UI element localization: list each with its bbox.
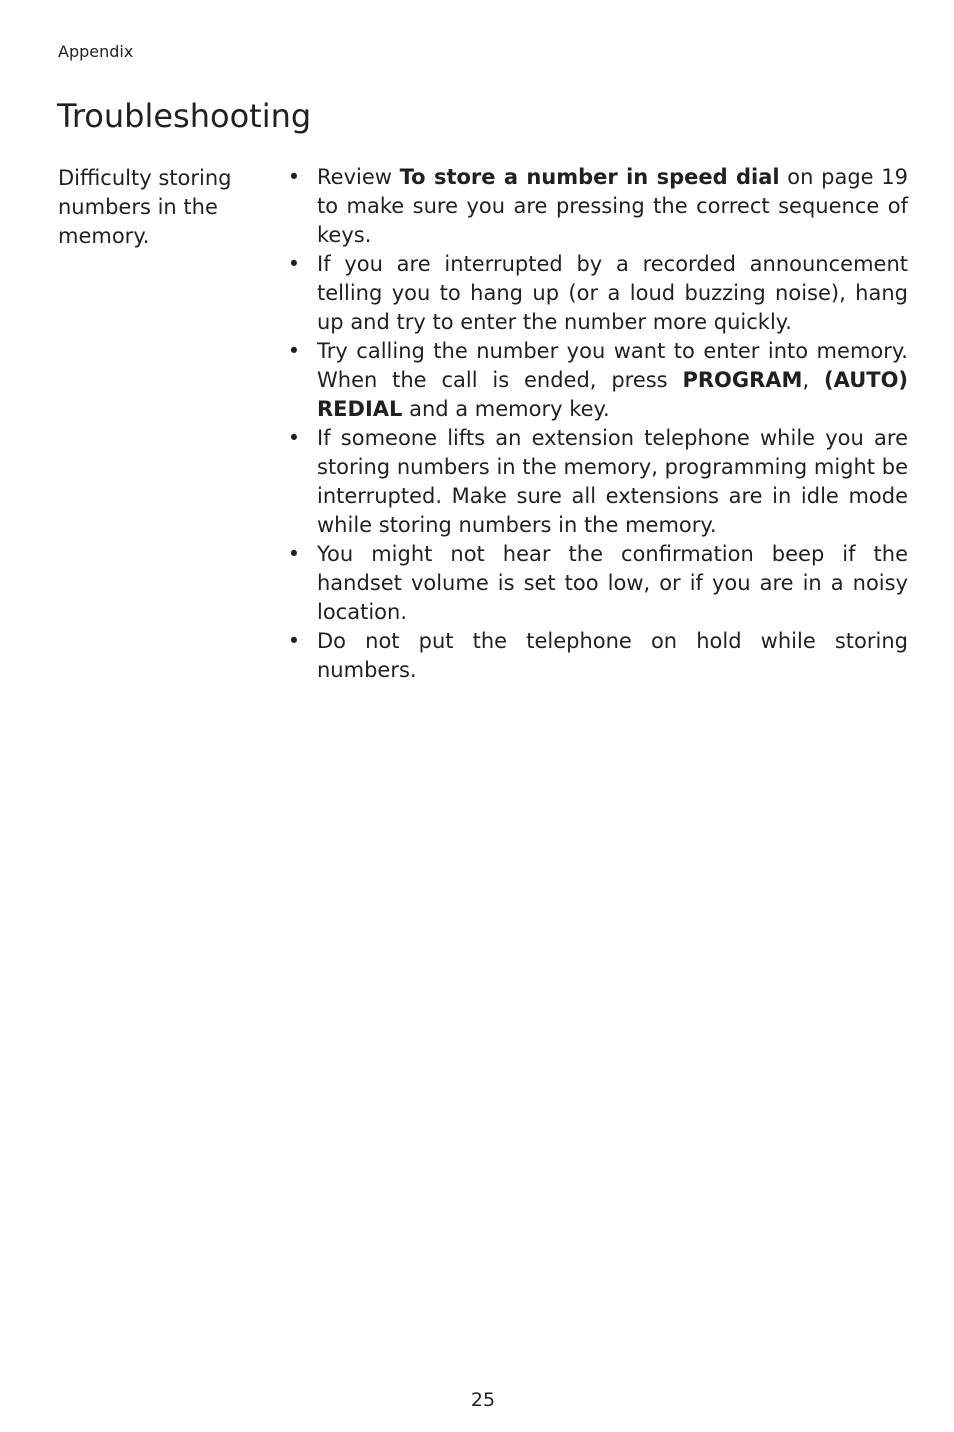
text-run: on page 19 to make sure you are pressing the correct sequence of keys. (317, 165, 909, 247)
emphasized-text: PROGRAM (682, 368, 803, 392)
bullet-icon: • (287, 252, 301, 276)
page-number: 25 (470, 1389, 496, 1411)
text-run: , (802, 368, 824, 392)
solution-item (287, 627, 908, 685)
solution-text (317, 339, 908, 421)
text-run: and a memory key. (402, 397, 610, 421)
solution-text (317, 542, 908, 624)
text-run: If you are interrupted by a recorded announcement telling you to hang up (or a loud buzzing noise), hang up and try to enter the number more quickly. (317, 252, 908, 334)
solution-item (287, 540, 908, 627)
solution-text (317, 629, 908, 682)
solution-text (317, 426, 908, 537)
text-run: You might not hear the confirmation beep if the handset volume is set too low, or if you are in a noisy location. (317, 542, 908, 624)
text-run: Do not put the telephone on hold while storing numbers. (317, 629, 908, 682)
bullet-icon: • (287, 165, 301, 189)
problem-description: Difficulty storing numbers in the memory. (58, 166, 232, 248)
solution-text (317, 165, 908, 247)
solution-item (287, 250, 908, 337)
text-run: Try calling the number you want to enter into memory. When the call is ended, press (317, 339, 908, 392)
bullet-icon: • (287, 542, 301, 566)
solution-text (317, 252, 908, 334)
text-run: Review (317, 165, 400, 189)
page-title: Troubleshooting (57, 97, 312, 135)
emphasized-text: (AUTO) REDIAL (317, 368, 909, 421)
text-run: If someone lifts an extension telephone while you are storing numbers in the memory, programming might be interrupted. Make sure all extensions are in idle mode while storing numbers in the memory. (317, 426, 908, 537)
bullet-icon: • (287, 426, 301, 450)
solutions-list (287, 163, 908, 685)
emphasized-text: To store a number in speed dial (399, 165, 780, 189)
solution-item (287, 337, 908, 424)
solution-item (287, 424, 908, 540)
solution-item (287, 163, 908, 250)
bullet-icon: • (287, 629, 301, 653)
bullet-icon: • (287, 339, 301, 363)
section-label: Appendix (58, 42, 134, 61)
